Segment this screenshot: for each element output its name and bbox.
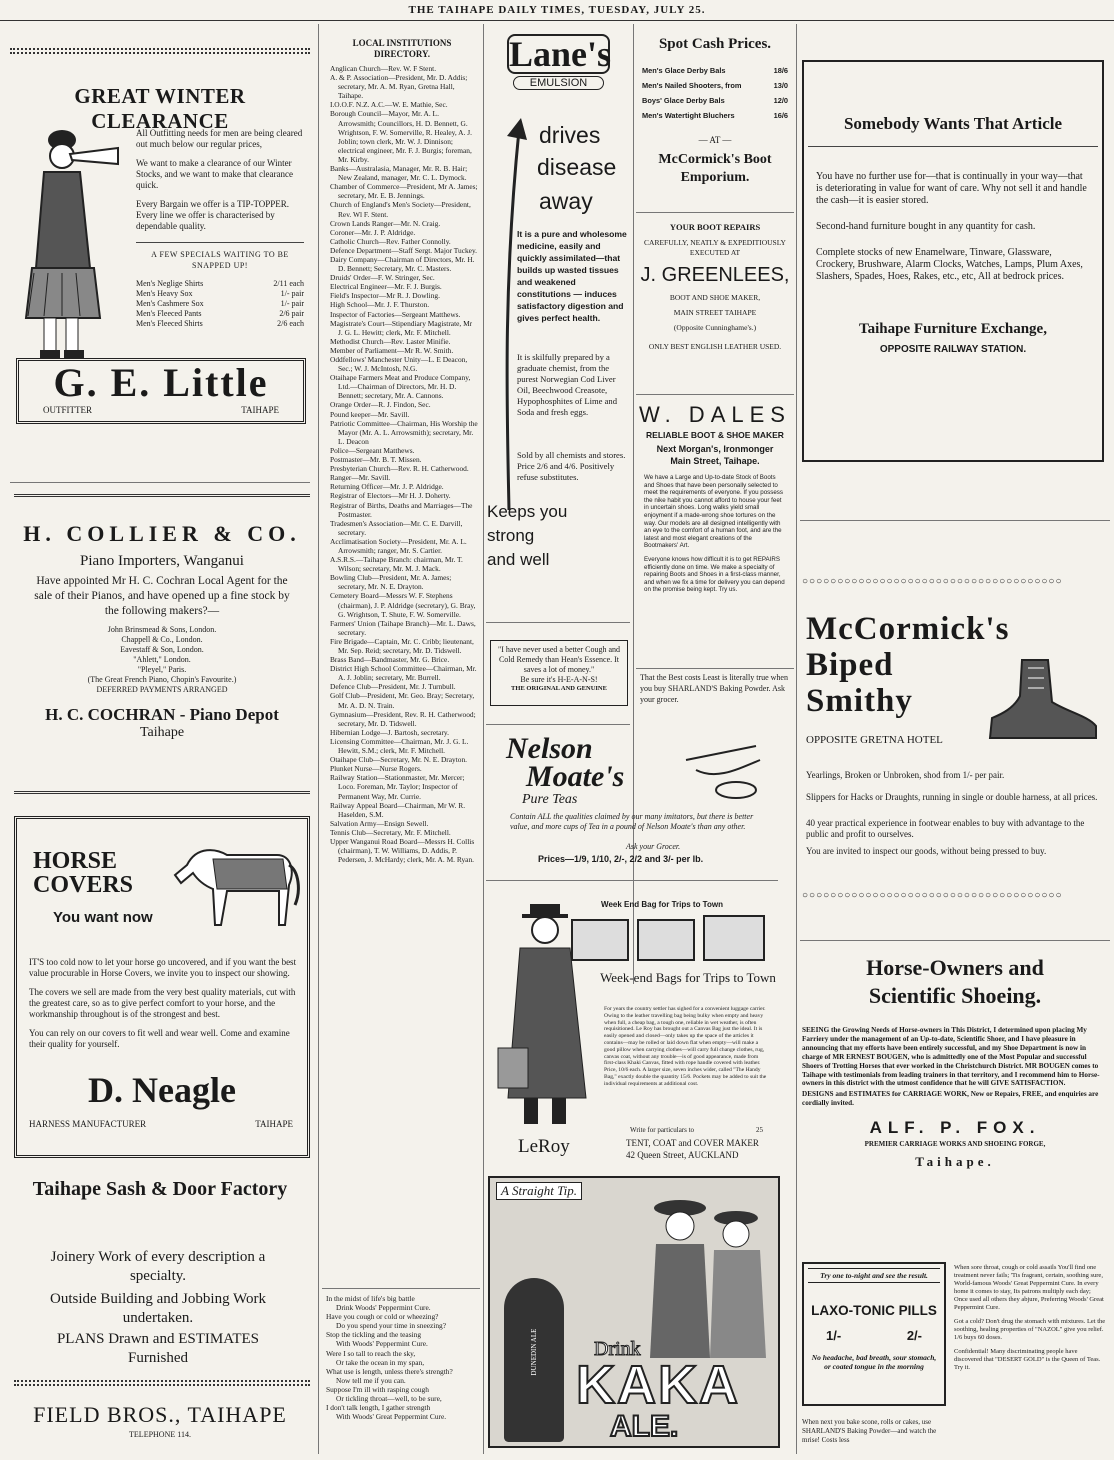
directory-entry: Defence Department—Staff Sergt. Major Tuckey. xyxy=(330,245,478,255)
item-name: Boys' Glace Derby Bals xyxy=(642,96,725,105)
directory-entry: Oddfellows' Manchester Unity—L. E Deacon, Sec.; W. J. McIntosh, N.G. xyxy=(330,355,468,374)
horse-para: You can rely on our covers to fit well and wear well. Come and examine their quality for yourself. xyxy=(29,1028,290,1049)
directory-entry: Banks—Australasia, Manager, Mr. R. B. Hair; New Zealand, manager, Mr. C. L. Dymock. xyxy=(330,164,468,183)
greenlees-trade: BOOT AND SHOE MAKER, xyxy=(669,293,761,302)
directory-entry: Dairy Company—Chairman of Directors, Mr. H. D. Bennett; Secretary, Mr. C. Masters. xyxy=(330,254,475,274)
poem-line: Stop the tickling and the teasing xyxy=(326,1330,422,1340)
directory-entry: Pound keeper—Mr. Savill. xyxy=(330,409,410,419)
directory-entry: Railway Station—Stationmaster, Mr. Mercer; Loco. Foreman, Mr. Taylor; Inspector of Permanent Way, Mr. Currie. xyxy=(330,773,465,801)
directory-entry: A.S.R.S.—Taihape Branch: chairman, Mr. T. Wilson; secretary, Mr. M. J. Mack. xyxy=(330,555,463,574)
ad-rule xyxy=(10,482,310,483)
moate-body: Contain ALL the qualities claimed by our many imitators, but there is better value, and more cups of Tea in a pound of Nelson Moate's than any other. xyxy=(510,812,754,831)
furniture-opp: OPPOSITE RAILWAY STATION. xyxy=(879,344,1027,355)
heans-ad xyxy=(490,640,628,706)
fox-name: ALF. P. FOX. xyxy=(869,1118,1041,1138)
directory-entry: Tradesmen's Association—Mr. C. E. Darvill, secretary. xyxy=(330,518,463,537)
ad-rule xyxy=(636,668,794,669)
collier-ad xyxy=(14,494,310,794)
furniture-p3: Complete stocks of new Enamelware, Tinware, Glassware, Crockery, Brushware, Alarm Clocks, Watches, Lamps, Plum Axes, Slashers, Spades, Hoes, Rakes, etc., etc, All at bedrock prices. xyxy=(816,247,1083,282)
lanes-away: away xyxy=(539,188,593,214)
item-name: Men's Watertight Bluchers xyxy=(642,111,735,120)
directory-entry: Catholic Church—Rev. Father Connolly. xyxy=(330,236,451,246)
directory-entry: Inspector of Factories—Sergeant Matthews. xyxy=(330,309,461,319)
dales-addr-2: Main Street, Taihape. xyxy=(670,456,760,466)
directory-entry: Tennis Club—Secretary, Mr. F. Mitchell. xyxy=(330,827,451,837)
laxo-try: Try one to-night and see the result. xyxy=(808,1268,940,1283)
clearance-para: Every Bargain we offer is a TIP-TOPPER. Every line we offer is characterised by dependable quality. xyxy=(136,199,290,231)
spot-at: — AT — xyxy=(698,135,732,145)
poem-line: What use is length, unless there's strength? xyxy=(326,1366,453,1376)
lanes-slogan-3: and well xyxy=(487,550,550,569)
horse-covers-ad xyxy=(14,816,310,1158)
moate-ask: Ask your Grocer. xyxy=(626,842,681,851)
directory-entry: Farmers' Union (Taihape Branch)—Mr. L. Daws, secretary. xyxy=(330,618,476,637)
fox-trade: PREMIER CARRIAGE WORKS AND SHOEING FORGE, xyxy=(864,1140,1046,1149)
moate-name-3: Pure Teas xyxy=(522,792,578,807)
poem-line: Drink Woods' Peppermint Cure. xyxy=(336,1303,431,1313)
bottle-label: DUNEDIN ALE xyxy=(530,1328,538,1376)
item-name: Men's Fleeced Pants xyxy=(136,309,202,318)
ad-rule xyxy=(486,724,630,725)
directory-entry: Electrical Engineer—Mr. F. J. Burgis. xyxy=(330,282,442,292)
ad-rule xyxy=(486,880,778,881)
kaka-ad xyxy=(488,1176,780,1448)
leroy-addr: 42 Queen Street, AUCKLAND xyxy=(626,1150,739,1160)
column-rule xyxy=(796,24,797,1454)
dales-trade: RELIABLE BOOT & SHOE MAKER xyxy=(646,430,784,440)
leroy-ad xyxy=(490,888,778,1158)
directory-entry: Licensing Committee—Chairman, Mr. J. G. L. Hewitt, S.M.; clerk, Mr. F. Mitchell. xyxy=(330,736,469,756)
maker: DEFERRED PAYMENTS ARRANGED xyxy=(96,685,228,694)
kaka-tip: A Straight Tip. xyxy=(496,1182,582,1200)
poem-line: Have you cough or cold or wheezing? xyxy=(326,1312,439,1322)
directory-entry: Registrar of Births, Deaths and Marriages—The Postmaster. xyxy=(330,500,473,519)
directory-entry: Orange Order—R. J. Findon, Sec. xyxy=(330,400,431,410)
directory-entry: Acclimatisation Society—President, Mr. A. L. Arrowsmith; ranger, Mr. S. Cartier. xyxy=(330,536,467,555)
collier-name: H. COLLIER & CO. xyxy=(23,521,301,546)
shoeing-headline: Horse-Owners and Scientific Shoeing. xyxy=(866,955,1044,1008)
horse-para: IT'S too cold now to let your horse go uncovered, and if you want the best value procurable in Horse Covers, we invite you to inspect our showing. xyxy=(29,957,297,978)
poem-line: With Woods' Great Peppermint Cure. xyxy=(336,1412,447,1422)
horse-title-2: COVERS xyxy=(33,872,134,898)
item-name: Men's Nailed Shooters, from xyxy=(642,81,742,90)
dotted-border: ○○○○○○○○○○○○○○○○○○○○○○○○○○○○○○○○○○○○○ xyxy=(802,576,1063,587)
poem-line: Or take the ocean in my span, xyxy=(336,1357,425,1367)
moate-name-1: Nelson xyxy=(506,732,593,765)
directory-entry: Otaihape Farmers Meat and Produce Company, Ltd.—Chairman of Directors, Mr. H. D. Bennett; secretary, Mr. A. Cannons. xyxy=(330,373,471,401)
kaka-brand: KAKA xyxy=(576,1355,740,1415)
directory-entry: Presbyterian Church—Rev. R. H. Catherwood. xyxy=(330,464,469,474)
greenlees-only: ONLY BEST ENGLISH LEATHER USED. xyxy=(648,342,782,351)
item-name: Men's Cashmere Sox xyxy=(136,299,204,308)
directory-entry: Borough Council—Mayor, Mr. A. L. Arrowsmith; Councillors, H. D. Bennett, G. Wrightson, F. W. Somerville, R. Healey, A. J. Joblin; town clerk, Mr. W. J. Dinnison; electrical engineer, Mr. F. J. Burgis; foreman, Mr. Kirby. xyxy=(330,109,472,164)
heans-quote: "I have never used a better Cough and Cold Remedy than Hean's Essence. It saves a lot of money." xyxy=(497,645,621,674)
header-rule xyxy=(0,20,1114,21)
greenlees-name: J. GREENLEES, xyxy=(640,264,790,286)
dales-p2: Everyone knows how difficult it is to get REPAIRS efficiently done on time. We make a specialty of repairing Boots and Shoes in a first-class manner, and when we fix a time for delivery you can depend on the promise being kept. Try us. xyxy=(644,555,785,594)
maker: "Pleyel," Paris. xyxy=(137,665,187,674)
laxo-brand: LAXO-TONIC PILLS xyxy=(811,1303,937,1318)
field-bros: FIELD BROS., TAIHAPE xyxy=(33,1402,287,1427)
item-price: 1/- pair xyxy=(280,289,304,298)
dales-addr-1: Next Morgan's, Ironmonger xyxy=(656,444,774,454)
maker: "Ahlett," London. xyxy=(133,655,191,664)
boot-icon xyxy=(982,656,1102,746)
directory-entry: Coroner—Mr. J. P. Aldridge. xyxy=(330,227,416,237)
fox-town: Taihape. xyxy=(915,1154,995,1170)
directory-entry: High School—Mr. J. F. Thurston. xyxy=(330,300,430,310)
directory-entry: Crown Lands Ranger—Mr. N. Craig. xyxy=(330,218,441,228)
furniture-p2: Second-hand furniture bought in any quantity for cash. xyxy=(816,221,1036,232)
kaka-drink: Drink xyxy=(594,1338,641,1360)
greenlees-l1: YOUR BOOT REPAIRS xyxy=(669,222,761,232)
item-price: 18/6 xyxy=(773,66,788,75)
chain-border xyxy=(14,1380,310,1386)
ad-rule xyxy=(636,212,794,213)
smithy-l3: Smithy xyxy=(806,683,913,719)
little-box xyxy=(16,358,306,424)
item-price: 12/0 xyxy=(773,96,788,105)
laxo-ad xyxy=(802,1262,946,1406)
horse-illustration xyxy=(167,825,307,935)
smithy-l2: Biped xyxy=(806,647,894,683)
directory-list xyxy=(330,64,478,1284)
greenlees-opp: (Opposite Cunninghame's.) xyxy=(673,323,757,332)
dales-ad xyxy=(638,402,792,594)
directory-entry: Anglican Church—Rev. W. F Stent. xyxy=(330,64,437,73)
specials-list xyxy=(136,279,304,329)
specials-title: A FEW SPECIALS WAITING TO BE SNAPPED UP! xyxy=(151,250,289,270)
moate-prices: Prices—1/9, 1/10, 2/-, 2/2 and 3/- per lb. xyxy=(538,854,704,864)
smithy-l1: McCormick's xyxy=(806,611,1010,647)
kaka-ale: ALE. xyxy=(610,1410,679,1443)
item-name: Men's Neglige Shirts xyxy=(136,279,204,288)
spot-cash-ad xyxy=(638,30,792,187)
chain-border xyxy=(10,48,310,54)
clearance-headline: GREAT WINTER CLEARANCE xyxy=(74,84,246,133)
leroy-title: Week-end Bags for Trips to Town xyxy=(600,970,776,985)
directory-entry: Member of Parliament—Mr R. W. Smith. xyxy=(330,345,454,355)
sash-l2: Outside Building and Jobbing Work undertaken. xyxy=(49,1291,266,1326)
lanes-p2: It is skilfully prepared by a graduate chemist, from the purest Norwegian Cod Liver Oil, Beechwood Creasote, Hypophosphites of Lime and Soda and fresh eggs. xyxy=(517,352,618,417)
directory-entry: Chamber of Commerce—President, Mr A. James; secretary, Mr. E. B. Jennings. xyxy=(330,182,478,201)
leroy-code: 25 xyxy=(756,1126,763,1134)
little-outfitter: OUTFITTER xyxy=(43,405,92,415)
directory-entry: Magistrate's Court—Stipendiary Magistrate, Mr J. G. L. Hewitt; clerk, Mr. F. Mitchell. xyxy=(330,318,473,337)
clearance-para: All Outfitting needs for men are being cleared out much below our regular prices, xyxy=(136,128,303,149)
column-rule xyxy=(483,24,484,1454)
maker: Eavestaff & Son, London. xyxy=(120,645,204,654)
smithy-p1: Yearlings, Broken or Unbroken, shod from 1/- per pair. xyxy=(806,770,1005,780)
lanes-slogan-1: Keeps you xyxy=(487,502,568,521)
directory-entry: Methodist Church—Rev. Laster Minifie. xyxy=(330,336,451,346)
ad-rule xyxy=(800,520,1110,521)
furniture-p1: You have no further use for—that is continually in your way—that is deteriorating in value for want of care. Why not sell it and handle the cash—it is easier stored. xyxy=(816,171,1087,206)
woods-verse: When sore throat, cough or cold assails You'll find one treatment never fails; 'Tis fragrant, certain, soothing sure, World-famous Woods' Great Peppermint Cure. In every home it comes to stay, Its patrons multiply each day; Once used all others they abjure, Preferring Woods' Great Peppermint Cure. xyxy=(954,1264,1104,1311)
heans-be-sure: Be sure it's H-E-A-N-S! xyxy=(520,675,598,684)
laxo-price-2: 2/- xyxy=(906,1328,922,1343)
directory-entry: Registrar of Electors—Mr H. J. Doherty. xyxy=(330,491,451,501)
dales-p1: We have a Large and Up-to-date Stock of Boots and Shoes that have been personally selected to meet the requirements of everyone. If you possess the nike habit you cannot afford to house your feet in uncertain shoes. Long walks yield small enjoyment if a made-wrong shoe tortures on the way. Our models are all designed intelligently with an eye to the comfort of a human foot, and are the latest and most elegant creations of the Bootmakers' Art. xyxy=(644,474,783,550)
neagle-town: TAIHAPE xyxy=(255,1119,293,1129)
sash-l3: PLANS Drawn and ESTIMATES Furnished xyxy=(56,1331,260,1366)
directory-entry: Upper Wanganui Road Board—Messrs H. Collis (chairman), T. W. Williams, D. Addis, P. Pedersen, J. McHardy; clerk, Mr. A. M. Ryan. xyxy=(330,836,475,865)
field-tel: TELEPHONE 114. xyxy=(129,1430,191,1439)
laxo-price-1: 1/- xyxy=(826,1328,842,1343)
horse-para: The covers we sell are made from the very best quality materials, cut with the greatest care, so as to give perfect comfort to your horse, and the workmanship throughout is of the strongest and best. xyxy=(29,987,296,1019)
poem-line: In the midst of life's big battle xyxy=(326,1294,415,1303)
smithy-ad xyxy=(802,596,1108,886)
furniture-headline: Somebody Wants That Article xyxy=(843,114,1063,133)
poem-line: Now tell me if you can. xyxy=(336,1375,406,1385)
sash-l1: Joinery Work of every description a specialty. xyxy=(50,1249,266,1284)
maker: Chappell & Co., London. xyxy=(121,635,203,644)
ad-rule xyxy=(800,940,1110,941)
dotted-border: ○○○○○○○○○○○○○○○○○○○○○○○○○○○○○○○○○○○○○ xyxy=(802,890,1063,901)
maker: (The Great French Piano, Chopin's Favourite.) xyxy=(87,675,237,684)
clearance-para: We want to make a clearance of our Winter Stocks, and we want to make that clearance quick. xyxy=(136,158,293,190)
directory-entry: Plunket Nurse—Nurse Rogers. xyxy=(330,764,422,774)
smithy-p3: 40 year practical experience in footwear enables to buy with advantage to the public and profit to ourselves. xyxy=(806,818,1085,839)
woods-p1: Got a cold? Don't drug the stomach with mixtures. Let the soothing, healing properties of "NAZOL" give you relief. 1/6 buys 60 doses. xyxy=(954,1318,1106,1341)
moate-ad xyxy=(486,730,778,872)
smithy-opp: OPPOSITE GRETNA HOTEL xyxy=(806,734,943,746)
item-name: Men's Heavy Sox xyxy=(136,289,193,298)
directory-entry: Hibernian Lodge—J. Bartosh, secretary. xyxy=(330,727,449,737)
collier-body: Have appointed Mr H. C. Cochran Local Agent for the sale of their Pianos, and have opened up a fine stock by the following makers?— xyxy=(34,575,290,617)
item-name: Men's Glace Derby Bals xyxy=(642,66,726,75)
directory-entry: Police—Sergeant Matthews. xyxy=(330,445,415,455)
directory-entry: Returning Officer—Mr. J. P. Aldridge. xyxy=(330,482,444,492)
bottle-icon xyxy=(504,1278,564,1442)
shoeing-body: SEEING the Growing Needs of Horse-owners in This District, I determined upon placing My Farriery under the management of an Up-to-date, Scientific Shoer, and I have pleasure in announcing that my efforts have been entirely successful, and my Shoe Department is now in charge of MR ERNEST BOUGEN, who is admittedly one of the Most Popular and successful Shoers of Trotting Horses that ever worked in the Christchurch District. MR BOUGEN comes to Taihape with testimonials from leading trainers in that territory, and I recommend him to Horse-owners in this district with the utmost confidence that he will GIVE SATISFACTION. xyxy=(802,1026,1100,1088)
woods-ad xyxy=(954,1264,1106,1440)
teacup-icon xyxy=(676,740,766,810)
item-price: 13/0 xyxy=(773,81,788,90)
directory-entry: Otaihape Club—Secretary, Mr. N. E. Drayton. xyxy=(330,755,468,765)
little-town: TAIHAPE xyxy=(241,405,279,415)
leroy-brand: LeRoy xyxy=(518,1136,570,1157)
horse-want: You want now xyxy=(53,909,153,926)
ad-rule xyxy=(486,622,630,623)
poem-rule xyxy=(322,1288,480,1289)
cochran-town: Taihape xyxy=(139,725,185,740)
lanes-slogan-2: strong xyxy=(487,526,535,545)
dales-name: W. DALES xyxy=(639,402,791,427)
shoeing-designs: DESIGNS and ESTIMATES for CARRIAGE WORK, New or Repairs, FREE, and enquiries are cordially invited. xyxy=(802,1090,1099,1108)
directory-entry: Railway Appeal Board—Chairman, Mr W. R. Haselden, S.M. xyxy=(330,800,466,819)
spot-store: McCormick's Boot Emporium. xyxy=(658,152,772,185)
greenlees-l2: CAREFULLY, NEATLY & EXPEDITIOUSLY EXECUTED AT xyxy=(644,238,786,257)
leroy-banner: Week End Bag for Trips to Town xyxy=(601,900,723,909)
directory-entry: A. & P. Association—President, Mr. D. Addis; secretary, Mr. A. M. Ryan, Gretna Hall, Taihape. xyxy=(330,73,468,101)
collier-makers xyxy=(14,625,310,695)
little-brand: G. E. Little xyxy=(53,360,269,405)
collier-sub: Piano Importers, Wanganui xyxy=(80,553,244,569)
directory-entry: Salvation Army—Ensign Sewell. xyxy=(330,818,429,828)
maker: John Brinsmead & Sons, London. xyxy=(107,625,217,634)
item-price: 1/- pair xyxy=(280,299,304,308)
lanes-brand: Lane's xyxy=(509,34,612,74)
directory-entry: District High School Committee—Chairman, Mr. A. J. Joblin; secretary, Mr. Burrell. xyxy=(330,664,477,683)
directory-entry: Druids' Order—F. W. Stringer, Sec. xyxy=(330,273,435,283)
moate-name-2: Moate's xyxy=(526,760,625,793)
smithy-p4: You are invited to inspect our goods, without being pressed to buy. xyxy=(806,846,1047,856)
poem-line: Or tickling throat—well, to be sure, xyxy=(336,1394,442,1404)
bugler-illustration xyxy=(14,118,124,360)
lanes-ad xyxy=(487,30,630,590)
sharland-ad-2: When next you bake scone, rolls or cakes, use SHARLAND'S Baking Powder—and watch the mrise! Costs less xyxy=(802,1418,937,1444)
item-price: 2/11 each xyxy=(273,279,304,288)
poem-line: With Woods' Peppermint Cure. xyxy=(336,1339,428,1349)
ad-rule xyxy=(636,394,794,395)
poem-line: Suppose I'm ill with rasping cough xyxy=(326,1384,429,1394)
poem-line: I don't talk length, I gather strength xyxy=(326,1403,431,1413)
woods-p2: Confidential! Many discriminating people have discovered that "DESERT GOLD" is the Queen of Teas. Try it. xyxy=(954,1348,1101,1371)
furniture-ad xyxy=(802,60,1104,462)
directory-entry: Brass Band—Bandmaster, Mr. G. Brice. xyxy=(330,655,450,665)
column-rule xyxy=(318,24,319,1454)
neagle-brand: D. Neagle xyxy=(88,1070,236,1110)
clearance-text xyxy=(136,128,304,329)
horse-text xyxy=(29,957,299,1050)
directory-entry: Postmaster—Mr. B. T. Missen. xyxy=(330,455,422,465)
directory-entry: Cemetery Board—Messrs W. F. Stephens (chairman), J. P. Aldridge (secretary), G. Bray, G. Wrightson, T. Shute, F. W. Somerville. xyxy=(330,591,476,619)
item-price: 16/6 xyxy=(773,111,788,120)
leroy-body: For years the country settler has sighed for a convenient luggage carrier. Owing to the leather travelling bag being bulky when empty and heavy when full, a cheap bag, a tough one, reliable in wet weather, is often requisitioned. Le Roy has brought out a Canvas Bag just the ideal. It is easily opened and closed—only takes up the space of the articles it contains—may be rolled or laid down flat when empty—will make a good pillow when carrying clothes—will carry full change clothes, rug, canvas coat, without any trouble—is of good appearance, made from first-class Khaki Canvas, fitted with rope handle covered with leather. Price, 10/6 each. A larger size, seven inches wider, called "The Handy Bag," exactly double the quantity 15/6. Pockets may be added to suit the individual requirements at additional cost. xyxy=(604,1006,767,1087)
directory-title: LOCAL INSTITUTIONS DIRECTORY. xyxy=(352,38,452,59)
furniture-name: Taihape Furniture Exchange, xyxy=(859,321,1047,337)
directory-entry: Defence Club—President, Mr. J. Turnbull. xyxy=(330,682,456,692)
directory-entry: Fire Brigade—Captain, Mr. C. Cribb; lieutenant, Mr. Sep. Reid; secretary, Mr. D. Tidswell. xyxy=(330,636,474,655)
laxo-tag: No headache, bad breath, sour stomach, or coated tongue in the morning xyxy=(811,1353,937,1371)
poem-line: Were I so tall to reach the sky, xyxy=(326,1348,416,1358)
lanes-p3: Sold by all chemists and stores. Price 2/6 and 4/6. Positively refuse substitutes. xyxy=(517,450,626,482)
horse-title-1: HORSE xyxy=(33,848,118,874)
heans-tag: THE ORIGINAL AND GENUINE xyxy=(511,685,607,692)
item-price: 2/6 pair xyxy=(279,309,304,318)
men-illustration xyxy=(640,1188,770,1358)
poem-line: Do you spend your time in sneezing? xyxy=(336,1321,447,1331)
page-header: THE TAIHAPE DAILY TIMES, TUESDAY, JULY 25. xyxy=(408,4,706,16)
bags-illustration xyxy=(570,914,770,964)
sash-title: Taihape Sash & Door Factory xyxy=(32,1178,288,1200)
directory-entry: Bowling Club—President, Mr. A. James; secretary, Mr. N. E. Drayton. xyxy=(330,573,452,592)
item-name: Men's Fleeced Shirts xyxy=(136,319,203,328)
item-price: 2/6 each xyxy=(277,319,304,328)
lanes-p1: It is a pure and wholesome medicine, easily and quickly assimilated—that builds up wasted tissues and weakened constitutions — induces satisfactory digestion and gives perfect health. xyxy=(517,229,627,323)
woods-poem xyxy=(326,1294,480,1444)
lanes-sub: EMULSION xyxy=(513,76,604,90)
cochran-depot: H. C. COCHRAN - Piano Depot xyxy=(45,705,279,724)
directory-entry: Church of England's Men's Society—President, Rev. Wl F. Stent. xyxy=(330,200,471,219)
neagle-trade: HARNESS MANUFACTURER xyxy=(29,1119,147,1129)
directory-entry: I.O.O.F. N.Z. A.C.—W. E. Mathie, Sec. xyxy=(330,100,448,110)
greenlees-ad xyxy=(638,222,792,354)
directory-entry: Golf Club—President, Mr. Geo. Bray; Secretary, Mr. A. D. N. Train. xyxy=(330,691,475,710)
shoeing-ad xyxy=(802,948,1108,1254)
lanes-drives: drives xyxy=(539,122,601,148)
smithy-p2: Slippers for Hacks or Draughts, running in single or double harness, at all prices. xyxy=(806,792,1098,802)
directory-entry: Gymnasium—President, Rev. R. H. Catherwood; secretary, Mr. D. Tidswell. xyxy=(330,709,476,728)
directory-entry: Field's Inspector—Mr R. J. Dowling. xyxy=(330,291,440,301)
spot-title: Spot Cash Prices. xyxy=(658,36,772,52)
directory-entry: Patriotic Committee—Chairman, His Worship the Mayor (Mr. A. L. Arrowsmith); secretary, Mr. L. Deacon xyxy=(330,418,478,446)
lanes-disease: disease xyxy=(537,154,617,180)
leroy-trade: TENT, COAT and COVER MAKER xyxy=(626,1138,759,1148)
leroy-write: Write for particulars to xyxy=(630,1126,695,1134)
greenlees-addr: MAIN STREET TAIHAPE xyxy=(673,308,757,317)
directory-entry: Ranger—Mr. Savill. xyxy=(330,473,391,483)
sharland-ad: That the Best costs Least is literally true when you buy SHARLAND'S Baking Powder. Ask your grocer. xyxy=(640,673,788,704)
